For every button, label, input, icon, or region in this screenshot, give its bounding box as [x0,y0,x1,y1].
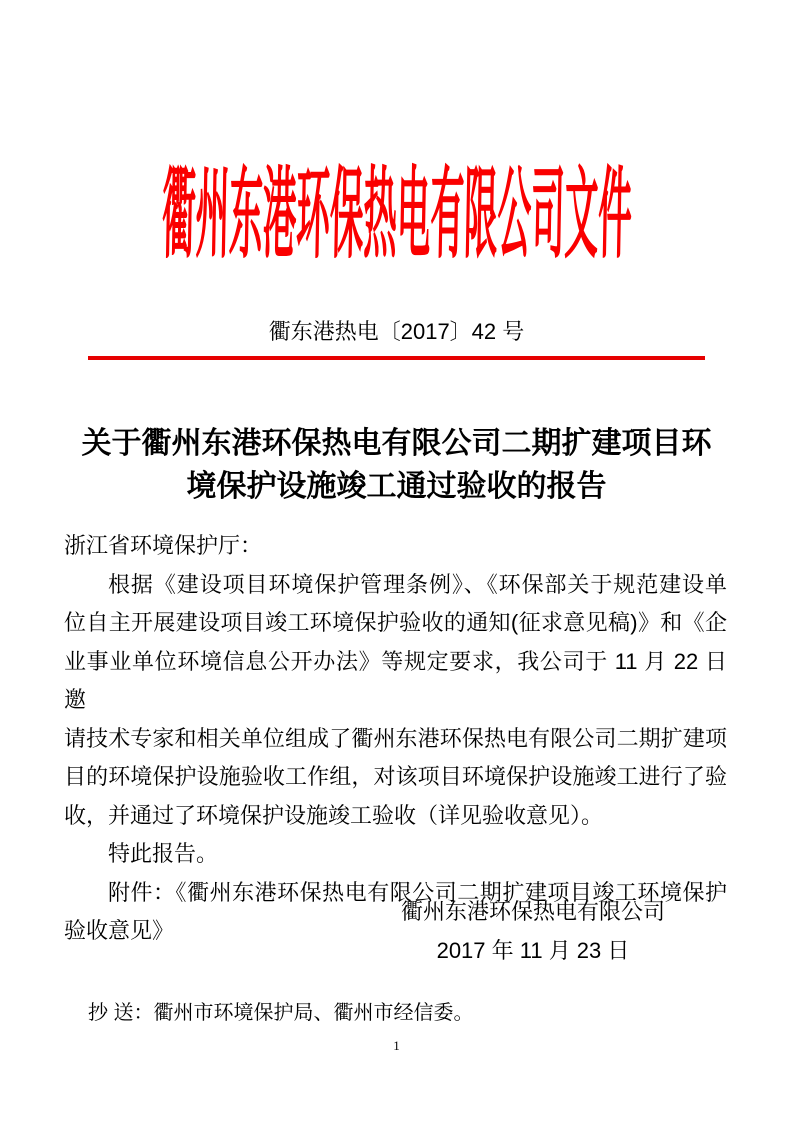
cc-recipients-line: 抄 送：衢州市环境保护局、衢州市经信委。 [88,1002,474,1024]
red-divider-line [88,356,705,360]
paragraph-line-3: 业事业单位环境信息公开办法》等规定要求，我公司于 11 月 22 日邀 [64,648,727,712]
document-title [40,422,753,508]
document-number: 衢东港热电〔2017〕42 号 [268,319,525,344]
paragraph-line-5: 目的环境保护设施验收工作组，对该项目环境保护设施竣工进行了验 [64,764,727,789]
page-number: 1 [393,1038,400,1053]
attachment-line-1: 附件：《衢州东港环保热电有限公司二期扩建项目竣工环境保护 [108,879,727,905]
salutation-line: 浙江省环境保护厅： [64,533,263,558]
signature-date: 2017 年 11 月 23 日 [436,937,630,963]
attachment-line-2: 验收意见》 [64,918,175,943]
paragraph-line-1: 根据《建设项目环境保护管理条例》、《环保部关于规范建设单 [108,571,727,597]
letterhead-banner-text: 衢州东港环保热电有限公司文件 [160,157,633,271]
signature-block [401,893,665,970]
paragraph-line-4: 请技术专家和相关单位组成了衢州东港环保热电有限公司二期扩建项 [64,725,727,751]
paragraph-line-6: 收，并通过了环境保护设施竣工验收（详见验收意见）。 [64,802,604,828]
letterhead-banner [0,158,793,270]
signature-company: 衢州东港环保热电有限公司 [400,899,665,924]
document-title-line-2: 境保护设施竣工通过验收的报告 [186,470,607,503]
document-title-line-1: 关于衢州东港环保热电有限公司二期扩建项目环 [81,427,712,460]
closing-line: 特此报告。 [108,841,219,866]
paragraph-line-2: 位自主开展建设项目竣工环境保护验收的通知(征求意见稿)》和《企 [64,610,727,635]
document-body [64,527,727,951]
